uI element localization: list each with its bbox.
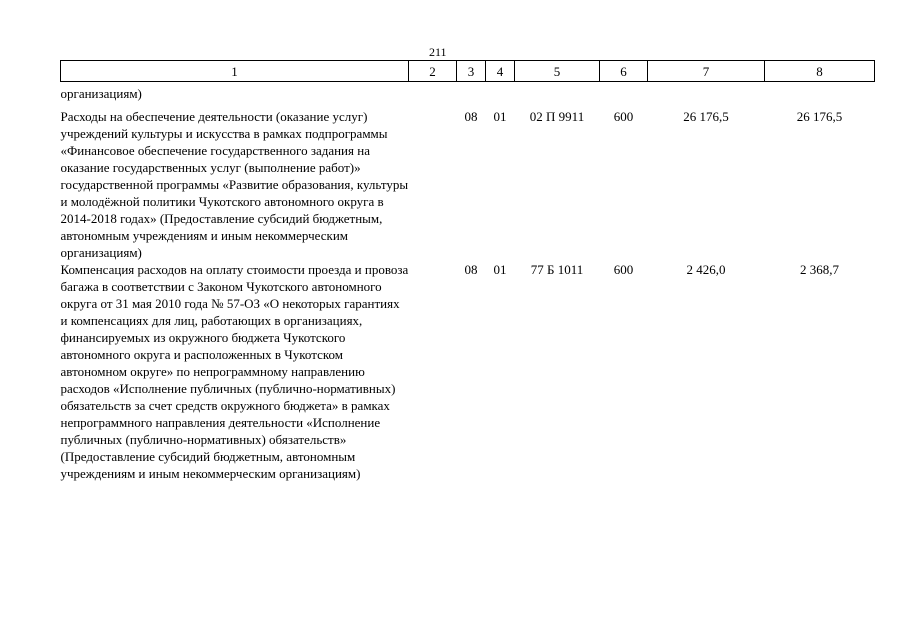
row-target-code: 77 Б 1011 [530,262,584,277]
column-header-8: 8 [765,61,875,82]
page-number: 211 [429,45,447,59]
row-col2 [409,261,457,482]
table-row [61,108,875,261]
budget-table [60,60,875,482]
row-col2 [409,108,457,261]
continuation-text: организациям) [60,86,142,101]
column-header-4: 4 [486,61,515,82]
row-amount-actual: 2 368,7 [800,262,839,277]
column-header-5: 5 [515,61,600,82]
row-amount-actual: 26 176,5 [796,109,843,124]
row-section: 08 [464,262,478,277]
row-subsection: 01 [493,109,507,124]
continuation-row [61,82,875,109]
column-header-6: 6 [600,61,648,82]
row-target-code: 02 П 9911 [529,109,585,124]
row-amount-plan: 26 176,5 [683,109,729,124]
row-expense-type: 600 [613,262,634,277]
row-expense-type: 600 [613,109,634,124]
column-header-3: 3 [457,61,486,82]
row-description: Расходы на обеспечение деятельности (оказание услуг) учреждений культуры и искусства в рамках подпрограммы «Финансовое обеспечение государственного задания на оказание государственных услуг (выполнение работ)» государственной программы «Развитие образования, культуры и молодёжной политики Чукотского автономного округа в 2014-2018 годах» (Предоставление субсидий бюджетным, автономным учреждениям и иным некоммерческим организациям) [60,109,409,260]
column-header-2: 2 [409,61,457,82]
column-header-1: 1 [61,61,409,82]
row-amount-plan: 2 426,0 [686,262,726,277]
row-section: 08 [464,109,478,124]
table-row [61,261,875,482]
row-description: Компенсация расходов на оплату стоимости проезда и провоза багажа в соответствии с Законом Чукотского автономного округа от 31 мая 2010 года № 57-ОЗ «О некоторых гарантиях и компенсациях для лиц, работающих в организациях, финансируемых из окружного бюджета Чукотского автономного округа и расположенных в Чукотском автономном округе» по непрограммному направлению расходов «Исполнение публичных (публично-нормативных) обязательств за счет средств окружного бюджета» в рамках непрограммного направления деятельности «Исполнение публичных (публично-нормативных) обязательств» (Предоставление субсидий бюджетным, автономным учреждениям и иным некоммерческим организациям) [60,262,409,481]
column-header-7: 7 [648,61,765,82]
header-row [61,61,875,82]
row-subsection: 01 [493,262,507,277]
